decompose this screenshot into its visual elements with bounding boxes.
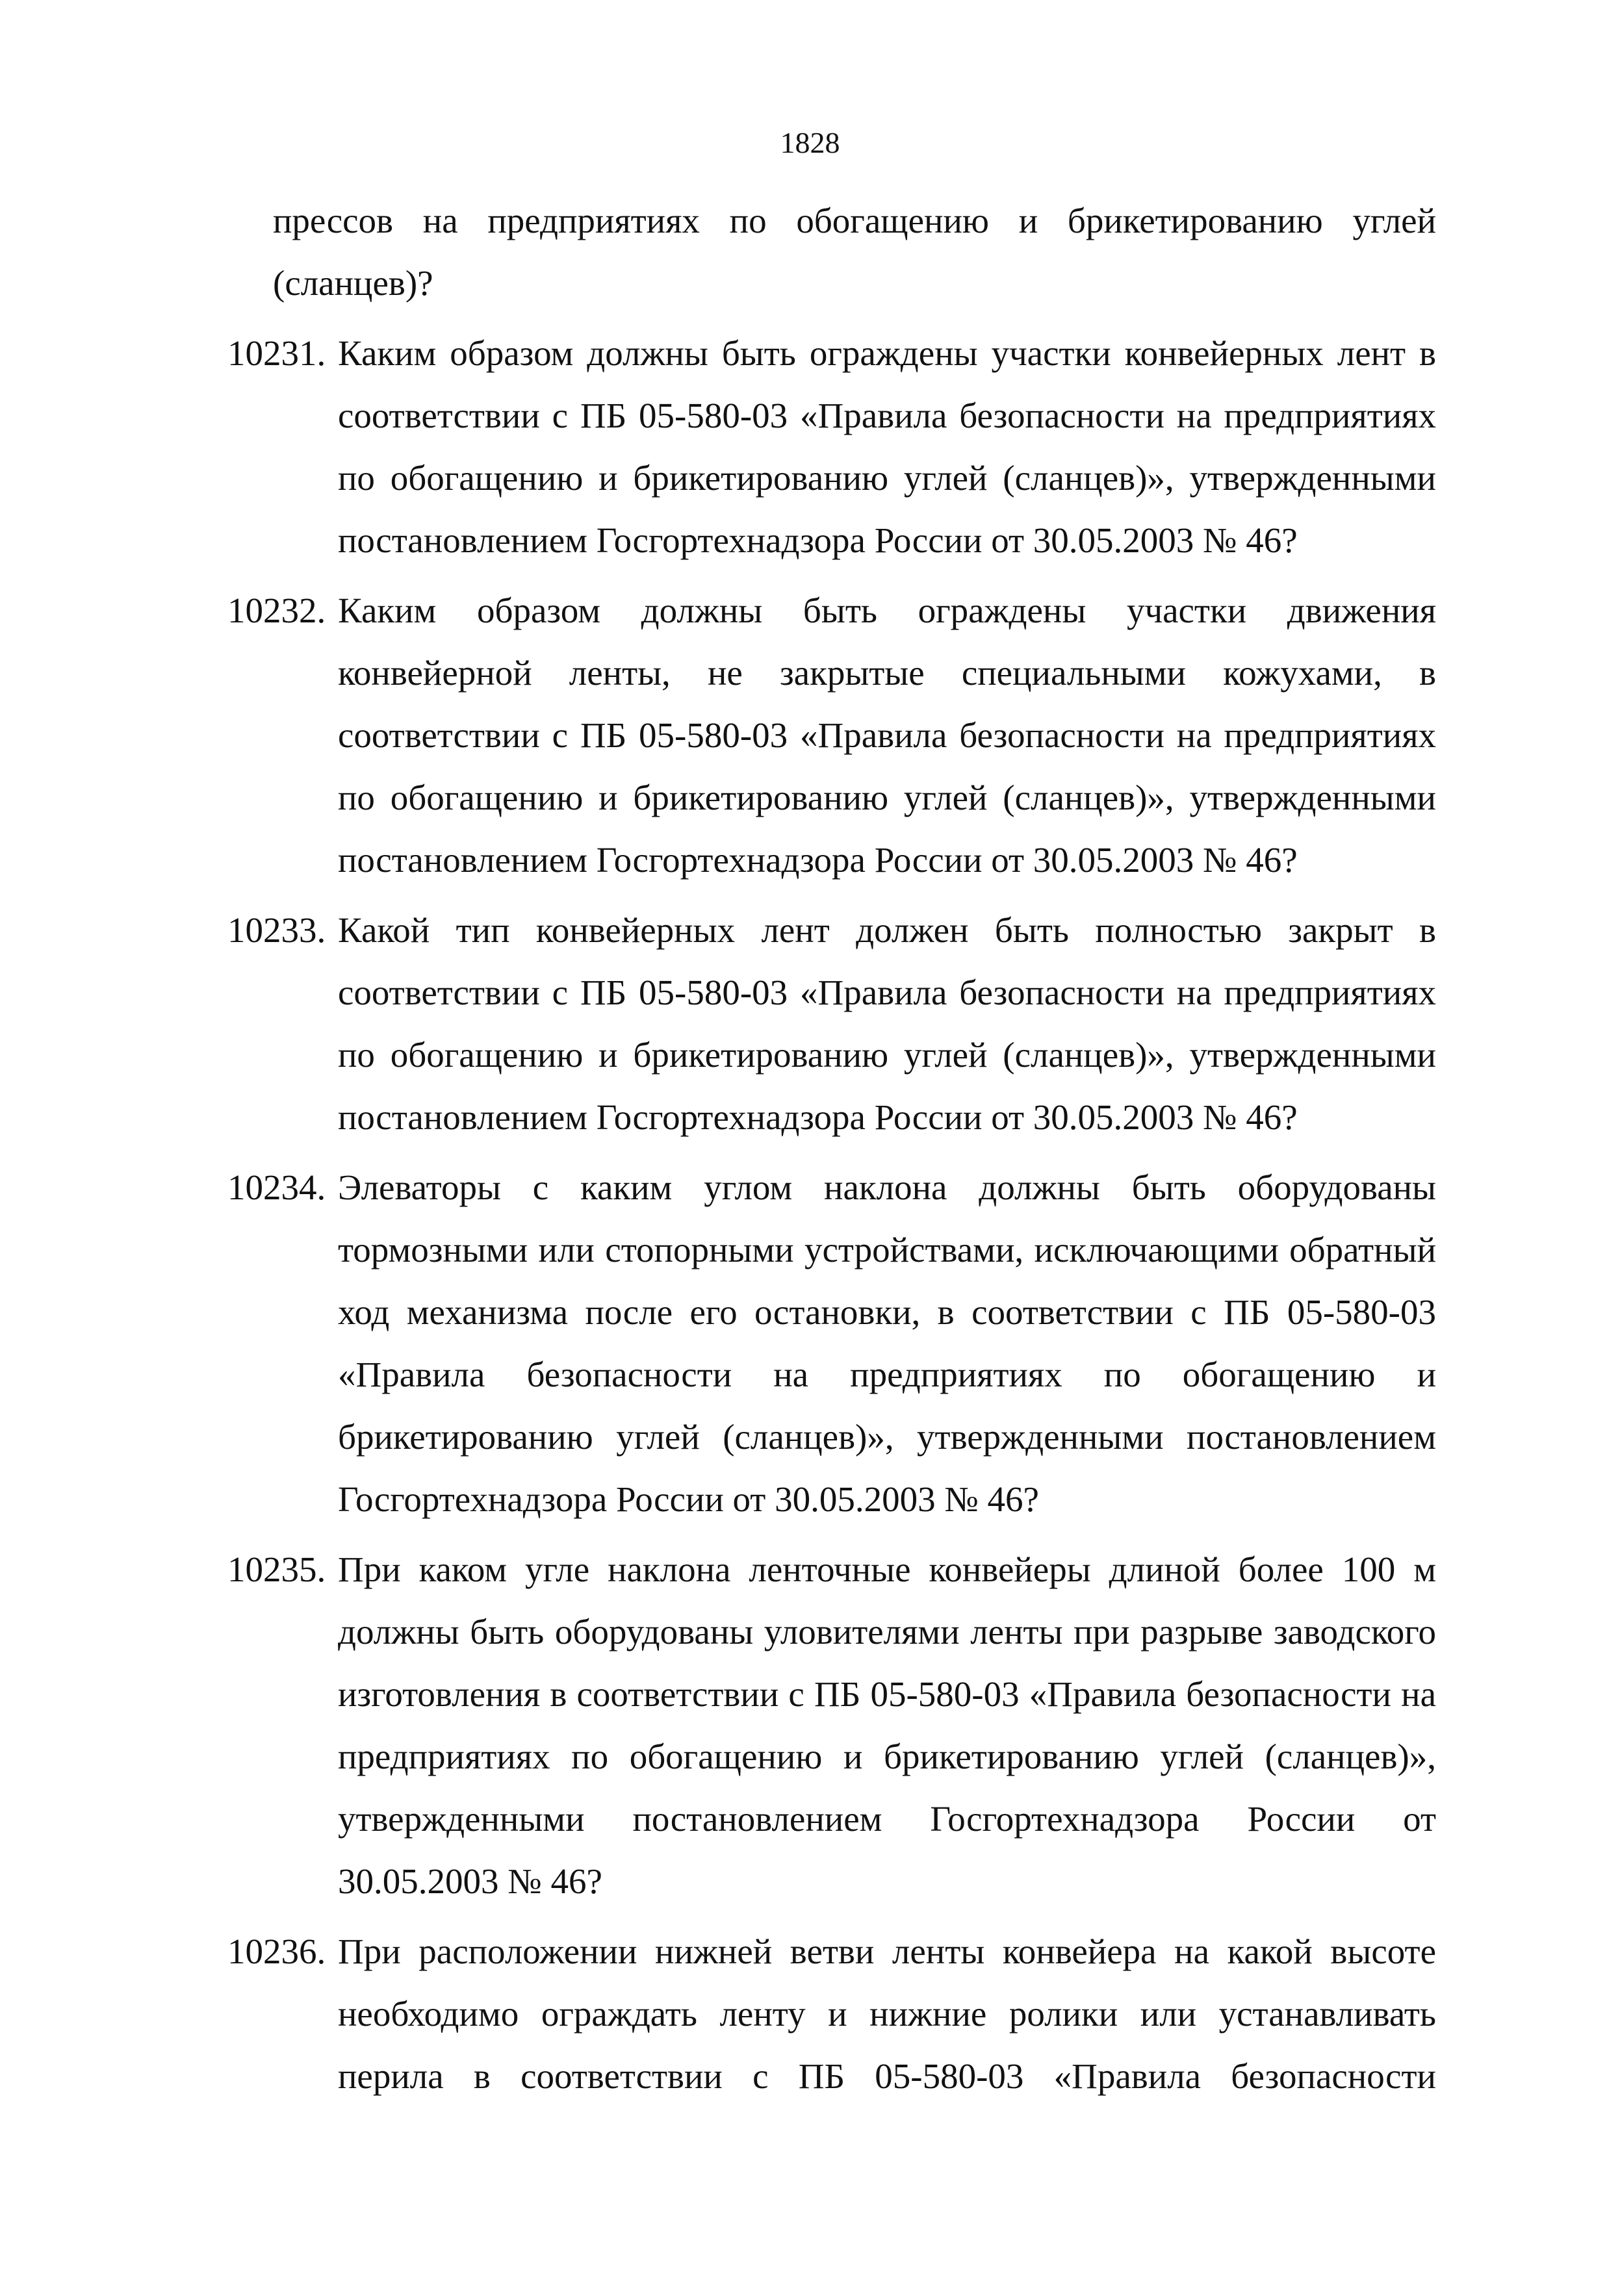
question-number: 10236. — [227, 1932, 326, 1971]
continuation-text: прессов на предприятиях по обогащению и брикетированию углей (сланцев)? — [273, 201, 1436, 303]
question-text: Какой тип конвейерных лент должен быть полностью закрыт в соответствии с ПБ 05-580-03 «Правила безопасности на предприятиях по обогащению и брикетированию углей (сланцев)», утвержденными постановлением Госгортехнадзора России от 30.05.2003 № 46? — [338, 910, 1436, 1137]
questions-content — [227, 190, 1436, 2115]
question-text: При расположении нижней ветви ленты конвейера на какой высоте необходимо ограждать ленту и нижние ролики или устанавливать перила в соответствии с ПБ 05-580-03 «Правила безопасности — [338, 1932, 1436, 2096]
question-number: 10232. — [227, 591, 326, 630]
page-number: 1828 — [780, 126, 840, 159]
question-text: Элеваторы с каким углом наклона должны быть оборудованы тормозными или стопорными устройствами, исключающими обратный ход механизма после его остановки, в соответствии с ПБ 05-580-03 «Правила безопасности на предприятиях по обогащению и брикетированию углей (сланцев)», утвержденными постановлением Госгортехнадзора России от 30.05.2003 № 46? — [338, 1167, 1436, 1519]
question-number: 10233. — [227, 910, 326, 950]
question-item — [227, 1538, 1436, 1913]
question-item — [227, 899, 1436, 1149]
question-text: Каким образом должны быть ограждены участки конвейерных лент в соответствии с ПБ 05-580-03 «Правила безопасности на предприятиях по обогащению и брикетированию углей (сланцев)», утвержденными постановлением Госгортехнадзора России от 30.05.2003 № 46? — [338, 333, 1436, 560]
question-item — [227, 1156, 1436, 1531]
question-text: При каком угле наклона ленточные конвейеры длиной более 100 м должны быть оборудованы уловителями ленты при разрыве заводского изготовления в соответствии с ПБ 05-580-03 «Правила безопасности на предприятиях по обогащению и брикетированию углей (сланцев)», утвержденными постановлением Госгортехнадзора России от 30.05.2003 № 46? — [338, 1550, 1436, 1901]
question-item — [227, 580, 1436, 891]
question-text: Каким образом должны быть ограждены участки движения конвейерной ленты, не закрытые специальными кожухами, в соответствии с ПБ 05-580-03 «Правила безопасности на предприятиях по обогащению и брикетированию углей (сланцев)», утвержденными постановлением Госгортехнадзора России от 30.05.2003 № 46? — [338, 591, 1436, 880]
question-number: 10234. — [227, 1167, 326, 1207]
question-number: 10235. — [227, 1550, 326, 1589]
question-item — [227, 1920, 1436, 2108]
question-number: 10231. — [227, 333, 326, 373]
question-item — [227, 322, 1436, 572]
